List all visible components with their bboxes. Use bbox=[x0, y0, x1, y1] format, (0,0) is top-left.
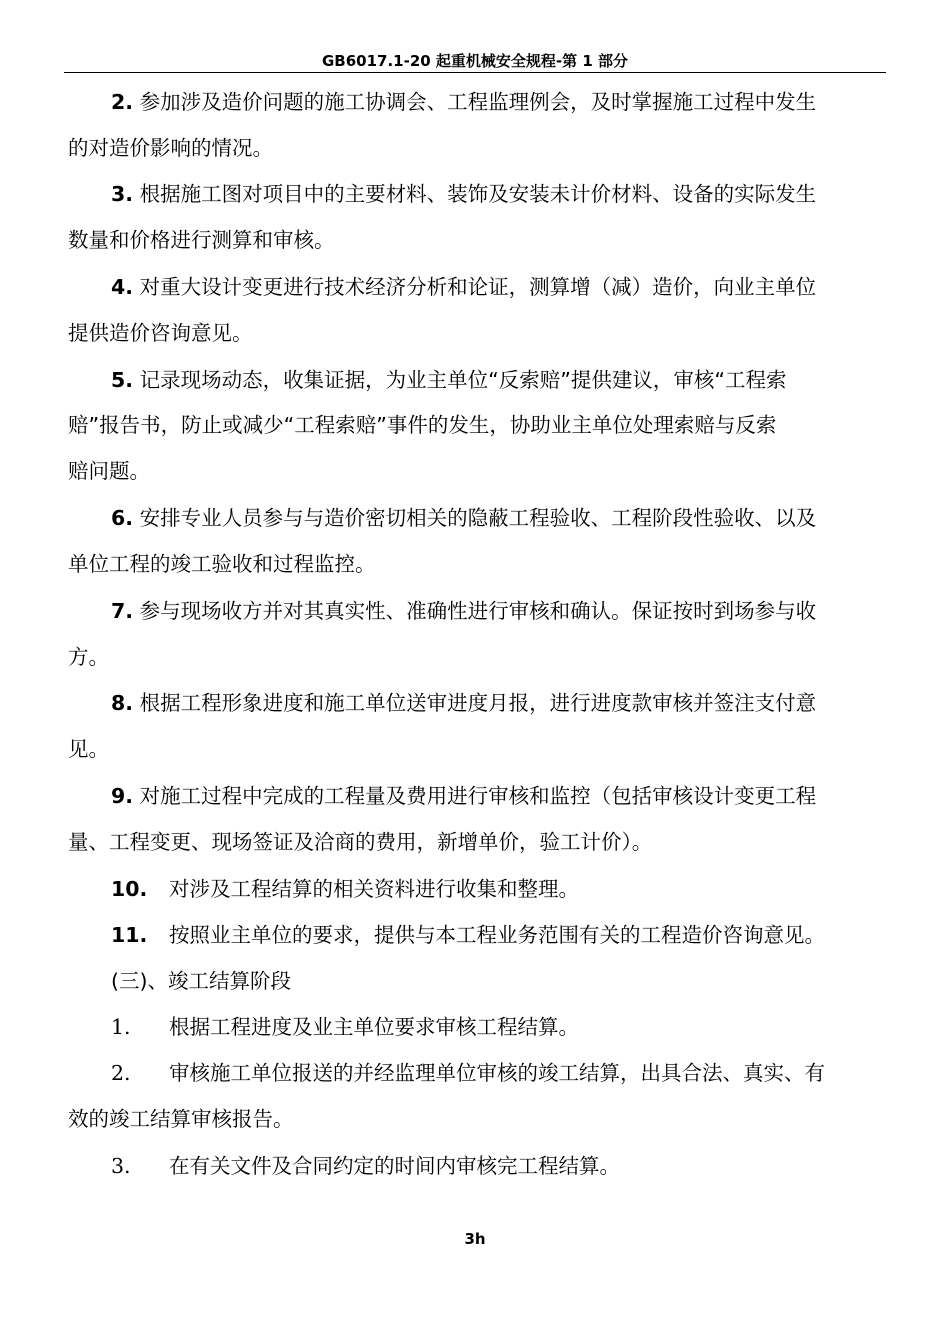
item-text: 在有关文件及合同约定的时间内审核完工程结算。 bbox=[169, 1154, 620, 1178]
item-text-continued: 数量和价格进行测算和审核。 bbox=[68, 228, 335, 252]
item-number: 2. bbox=[111, 1061, 131, 1085]
list-item-6 bbox=[111, 495, 816, 541]
item-text: 根据工程形象进度和施工单位送审进度月报，进行进度款审核并签注支付意 bbox=[139, 691, 817, 715]
item-text: 记录现场动态，收集证据，为业主单位“反索赔”提供建议，审核“工程索 bbox=[139, 368, 787, 392]
item-text: 根据工程进度及业主单位要求审核工程结算。 bbox=[169, 1015, 579, 1039]
item-text-continued: 的对造价影响的情况。 bbox=[68, 136, 273, 160]
list-item-5 bbox=[111, 357, 786, 403]
item-text-continued: 单位工程的竣工验收和过程监控。 bbox=[68, 552, 376, 576]
header-rule bbox=[64, 72, 886, 73]
item-number: 7. bbox=[111, 599, 134, 623]
item-text: 安排专业人员参与与造价密切相关的隐蔽工程验收、工程阶段性验收、以及 bbox=[139, 506, 817, 530]
item-text-continued: 提供造价咨询意见。 bbox=[68, 321, 253, 345]
item-text: 对涉及工程结算的相关资料进行收集和整理。 bbox=[169, 877, 579, 901]
item-text-continued: 效的竣工结算审核报告。 bbox=[68, 1107, 294, 1131]
list-item-11 bbox=[111, 912, 825, 958]
section-item-2 bbox=[111, 1050, 825, 1096]
item-text: 对施工过程中完成的工程量及费用进行审核和监控（包括审核设计变更工程 bbox=[139, 784, 817, 808]
item-text-continued: 赔问题。 bbox=[68, 459, 150, 483]
item-text: 根据施工图对项目中的主要材料、装饰及安装未计价材料、设备的实际发生 bbox=[139, 182, 817, 206]
item-number: 5. bbox=[111, 368, 134, 392]
page-header: GB6017.1-20 起重机械安全规程-第 1 部分 bbox=[321, 52, 629, 70]
item-number: 9. bbox=[111, 784, 134, 808]
list-item-4 bbox=[111, 264, 816, 310]
item-text: 对重大设计变更进行技术经济分析和论证，测算增（减）造价，向业主单位 bbox=[139, 275, 817, 299]
item-number: 8. bbox=[111, 691, 134, 715]
item-number: 1. bbox=[111, 1015, 131, 1039]
item-number: 3. bbox=[111, 1154, 131, 1178]
item-number: 3. bbox=[111, 182, 134, 206]
item-text-continued: 见。 bbox=[68, 737, 109, 761]
item-text: 按照业主单位的要求，提供与本工程业务范围有关的工程造价咨询意见。 bbox=[169, 923, 825, 947]
page-number: 3h bbox=[464, 1230, 486, 1248]
item-number: 10. bbox=[111, 877, 148, 901]
item-number: 4. bbox=[111, 275, 134, 299]
item-text: 审核施工单位报送的并经监理单位审核的竣工结算，出具合法、真实、有 bbox=[169, 1061, 825, 1085]
item-text-continued: 量、工程变更、现场签证及洽商的费用，新增单价，验工计价）。 bbox=[68, 830, 653, 854]
item-text: 参加涉及造价问题的施工协调会、工程监理例会，及时掌握施工过程中发生 bbox=[139, 90, 817, 114]
list-item-3 bbox=[111, 171, 816, 217]
item-text-continued: 赔”报告书，防止或减少“工程索赔”事件的发生，协助业主单位处理索赔与反索 bbox=[68, 413, 777, 437]
item-number: 2. bbox=[111, 90, 134, 114]
section-item-3 bbox=[111, 1143, 620, 1189]
item-number: 11. bbox=[111, 923, 148, 947]
section-item-1 bbox=[111, 1004, 579, 1050]
list-item-8 bbox=[111, 680, 816, 726]
item-number: 6. bbox=[111, 506, 134, 530]
list-item-7 bbox=[111, 588, 816, 634]
list-item-10 bbox=[111, 866, 579, 912]
item-text-continued: 方。 bbox=[68, 645, 109, 669]
item-text: 参与现场收方并对其真实性、准确性进行审核和确认。保证按时到场参与收 bbox=[139, 599, 817, 623]
list-item-9 bbox=[111, 773, 816, 819]
list-item-2 bbox=[111, 79, 816, 125]
section-heading: (三)、竣工结算阶段 bbox=[111, 969, 291, 993]
